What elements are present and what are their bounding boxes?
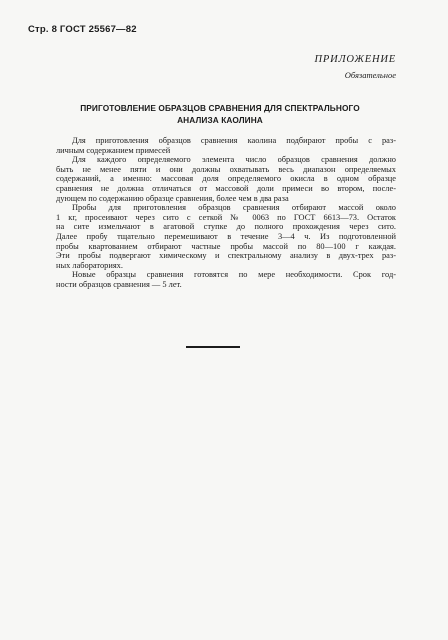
paragraph-2-line: Для каждого определяемого элемента число образцов сравнения должно (72, 155, 396, 165)
paragraph-2-line: дующем по содержанию образце сравнения, более чем в два раза (56, 193, 289, 203)
appendix-label (315, 54, 397, 80)
paragraph-3-line: Пробы для приготовления образцов сравнения отбирают массой около (72, 203, 396, 213)
document-title-line: АНАЛИЗА КАОЛИНА (177, 115, 263, 125)
paragraph-3-line: пробы квартованием отбирают частные пробы массой по 80—100 г каждая. (56, 241, 396, 251)
paragraph-2-line: сравнения не должна отличаться от массовой доли примеси во втором, после- (56, 183, 396, 193)
paragraph-3-line: Эти пробы подвергают химическому и спектральному анализу в двух-трех раз- (56, 251, 396, 261)
paragraph-3-line: 1 кг, просеивают через сито с сеткой № 0063 по ГОСТ 6613—73. Остаток (56, 212, 396, 222)
appendix-title: ПРИЛОЖЕНИЕ (314, 54, 396, 65)
running-header: Стр. 8 ГОСТ 25567—82 (28, 24, 137, 35)
document-title (40, 102, 400, 126)
paragraph-4-line: ности образцов сравнения — 5 лет. (56, 279, 182, 289)
paragraph-1-line: личным содержанием примесей (56, 145, 171, 155)
paragraph-3-line: Далее пробу тщательно перемешивают в течение 3—4 ч. Из подготовленной (56, 231, 396, 241)
body-text (56, 136, 396, 290)
paragraph-3-line: на сите измельчают в агатовой ступке до полного прохождения через сито. (56, 222, 396, 232)
paragraph-4-line: Новые образцы сравнения готовятся по мере необходимости. Срок год- (72, 270, 396, 280)
paragraph-2-line: быть не менее пяти и они должны охватывать весь диапазон определяемых (56, 164, 396, 174)
appendix-type: Обязательное (344, 70, 396, 80)
end-rule (186, 346, 240, 348)
paragraph-1-line: Для приготовления образцов сравнения каолина подбирают пробы с раз- (72, 136, 396, 145)
document-title-line: ПРИГОТОВЛЕНИЕ ОБРАЗЦОВ СРАВНЕНИЯ ДЛЯ СПЕКТРАЛЬНОГО (80, 103, 360, 113)
paragraph-3-line: ных лабораториях. (56, 260, 123, 270)
paragraph-2-line: содержаний, а именно: массовая доля определяемого окисла в одном образце (56, 174, 396, 184)
